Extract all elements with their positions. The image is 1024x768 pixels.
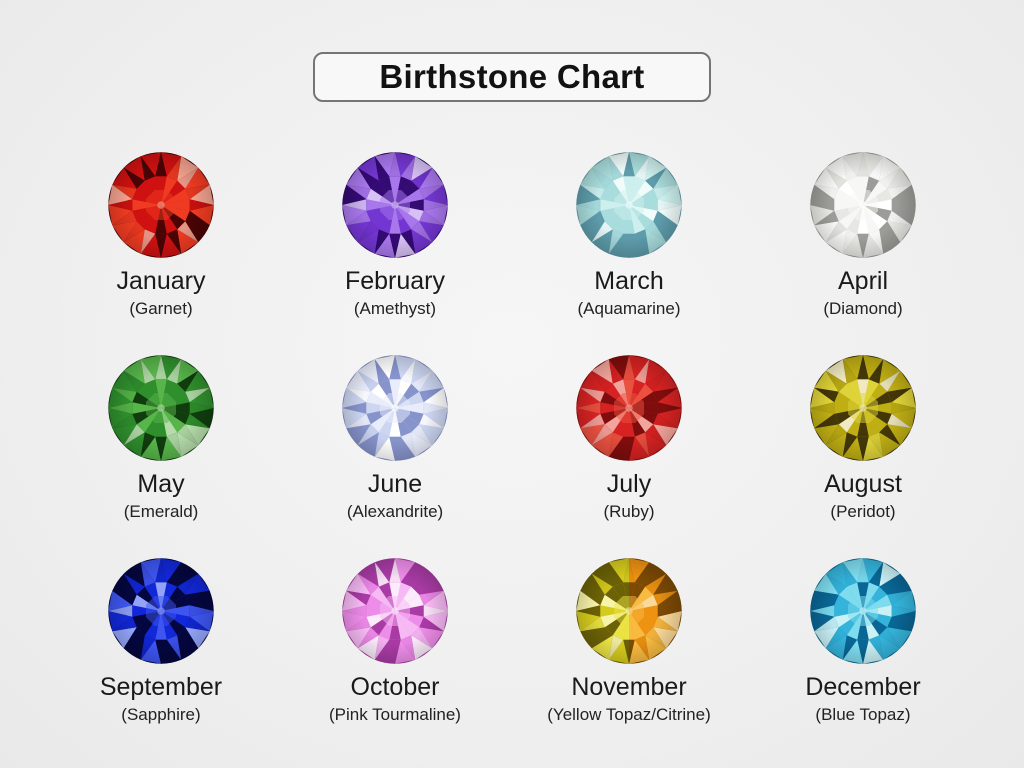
gem-caption xyxy=(824,462,902,521)
gem-caption xyxy=(805,665,920,724)
garnet-gem-image xyxy=(107,151,215,259)
ruby-gem-image xyxy=(575,354,683,462)
gem-caption xyxy=(124,462,199,521)
gem-caption xyxy=(345,259,445,318)
month-label: January xyxy=(116,267,206,295)
gem-caption xyxy=(578,259,681,318)
aquamarine-gem-image xyxy=(575,151,683,259)
month-label: May xyxy=(137,470,185,499)
stone-label: (Ruby) xyxy=(603,501,655,521)
gem-cell-november xyxy=(512,557,746,724)
gem-cell-july xyxy=(512,354,746,521)
month-label: November xyxy=(571,673,687,702)
gem-cell-october xyxy=(278,557,512,724)
chart-title-box xyxy=(313,52,711,102)
month-label: March xyxy=(594,267,664,295)
month-label: June xyxy=(367,470,423,499)
gem-cell-december xyxy=(746,557,980,724)
stone-label: (Pink Tourmaline) xyxy=(329,704,461,724)
amethyst-gem-image xyxy=(341,151,449,259)
stone-label: (Garnet) xyxy=(129,298,193,318)
gem-caption xyxy=(100,665,222,724)
alexandrite-gem-image xyxy=(341,354,449,462)
month-label: July xyxy=(606,470,652,499)
month-label: December xyxy=(805,673,921,702)
emerald-gem-image xyxy=(107,354,215,462)
blue-topaz-gem-image xyxy=(809,557,917,665)
stone-label: (Peridot) xyxy=(830,501,896,521)
stone-label: (Blue Topaz) xyxy=(815,704,911,724)
month-label: September xyxy=(99,673,223,702)
gem-cell-may xyxy=(44,354,278,521)
gem-caption xyxy=(329,665,461,724)
month-label: April xyxy=(837,267,888,295)
stone-label: (Amethyst) xyxy=(353,298,437,318)
gem-cell-april xyxy=(746,151,980,318)
gem-cell-august xyxy=(746,354,980,521)
gem-caption xyxy=(603,462,654,521)
gem-grid xyxy=(44,151,980,725)
stone-label: (Aquamarine) xyxy=(577,298,681,318)
gem-caption xyxy=(823,259,902,318)
gem-cell-february xyxy=(278,151,512,318)
stone-label: (Sapphire) xyxy=(121,704,201,724)
month-label: February xyxy=(344,267,446,295)
gem-cell-june xyxy=(278,354,512,521)
diamond-gem-image xyxy=(809,151,917,259)
gem-caption xyxy=(547,665,710,724)
gem-caption xyxy=(347,462,443,521)
gem-cell-january xyxy=(44,151,278,318)
sapphire-gem-image xyxy=(107,557,215,665)
peridot-gem-image xyxy=(809,354,917,462)
stone-label: (Diamond) xyxy=(823,298,903,318)
pink-tourmaline-gem-image xyxy=(341,557,449,665)
yellow-topaz-citrine-gem-image xyxy=(575,557,683,665)
stone-label: (Alexandrite) xyxy=(346,501,444,521)
month-label: October xyxy=(350,673,440,702)
chart-title: Birthstone Chart xyxy=(379,58,645,95)
stone-label: (Yellow Topaz/Citrine) xyxy=(547,704,711,724)
month-label: August xyxy=(824,470,902,499)
stone-label: (Emerald) xyxy=(123,501,199,521)
gem-caption xyxy=(117,259,206,318)
gem-cell-march xyxy=(512,151,746,318)
gem-cell-september xyxy=(44,557,278,724)
